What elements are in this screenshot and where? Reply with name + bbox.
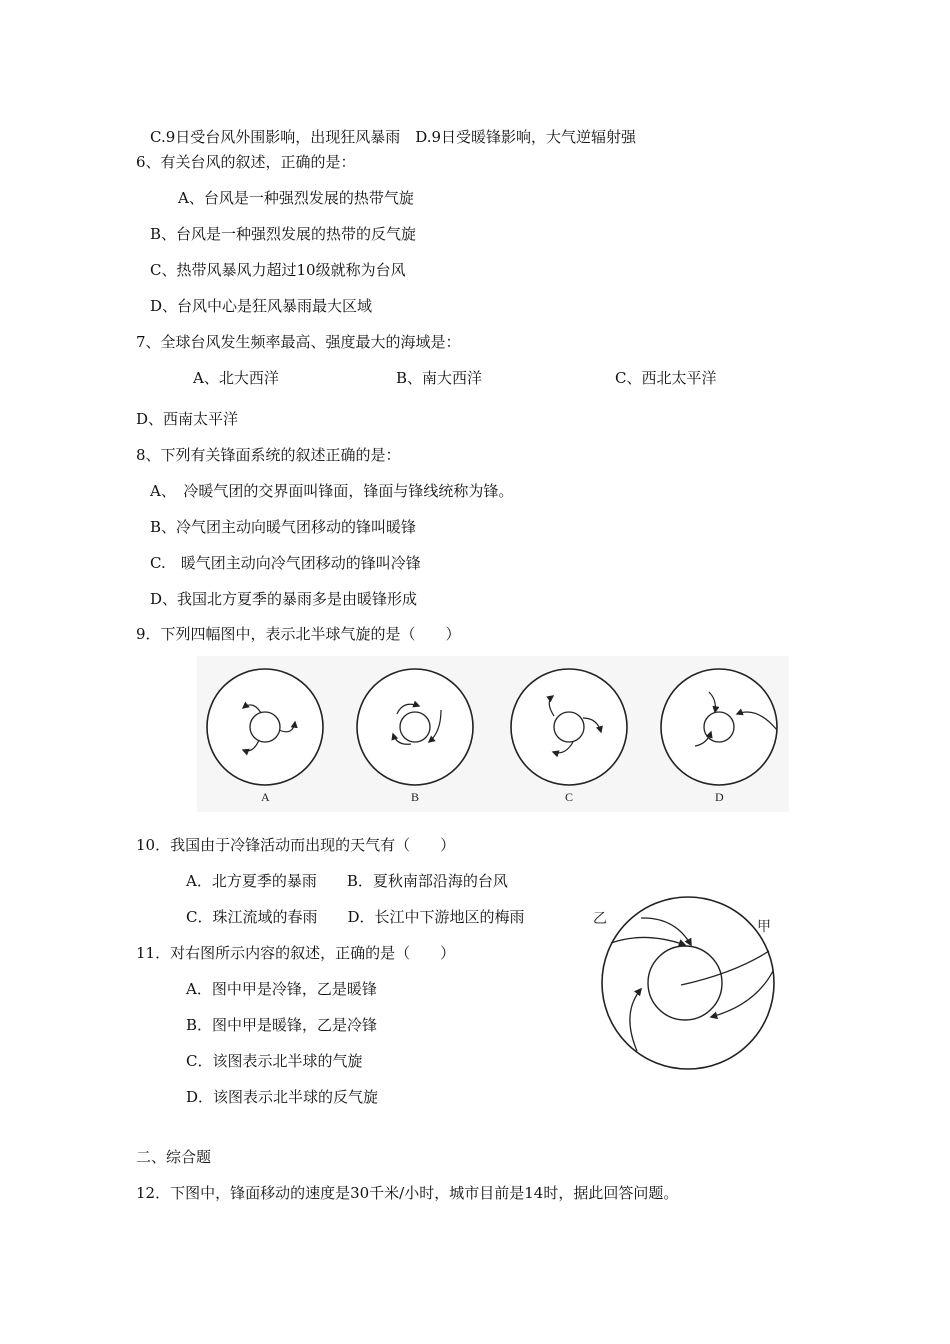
- q9-label-b: B: [411, 790, 420, 804]
- q8-option-c: C. 暖气团主动向冷气团移动的锋叫冷锋: [150, 554, 421, 572]
- q6-option-a: A、台风是一种强烈发展的热带气旋: [178, 189, 414, 207]
- q7-option-a: A、北大西洋: [193, 369, 279, 387]
- q11-option-a: A．图中甲是冷锋，乙是暖锋: [186, 980, 377, 998]
- q9-diagram-d: [661, 669, 777, 785]
- q8-stem: 8、下列有关锋面系统的叙述正确的是：: [136, 446, 401, 464]
- q7-option-d: D、西南太平洋: [136, 410, 239, 428]
- q6-option-d: D、台风中心是狂风暴雨最大区域: [150, 297, 373, 315]
- q9-diagram-b: [357, 669, 473, 785]
- q6-option-b: B、台风是一种强烈发展的热带的反气旋: [150, 225, 417, 243]
- q11-option-b: B．图中甲是暖锋，乙是冷锋: [186, 1016, 378, 1034]
- q11-label-yi: 乙: [593, 911, 607, 927]
- section-2-title: 二、综合题: [136, 1148, 212, 1166]
- q8-option-a: A、 冷暖气团的交界面叫锋面，锋面与锋线统称为锋。: [150, 482, 514, 500]
- q10-options-ab: A．北方夏季的暴雨 B．夏秋南部沿海的台风: [186, 872, 508, 890]
- q10-options-cd: C．珠江流域的春雨 D．长江中下游地区的梅雨: [186, 908, 525, 926]
- q9-label-c: C: [565, 790, 574, 804]
- q11-label-jia: 甲: [757, 919, 771, 935]
- q9-label-a: A: [261, 790, 270, 804]
- q6-option-c: C、热带风暴风力超过10级就称为台风: [150, 261, 406, 279]
- q7-option-b: B、南大西洋: [396, 369, 483, 387]
- q10-stem: 10．我国由于冷锋活动而出现的天气有（ ）: [136, 836, 456, 854]
- q9-stem: 9．下列四幅图中，表示北半球气旋的是（ ）: [136, 625, 461, 643]
- q6-stem: 6、有关台风的叙述，正确的是：: [136, 153, 356, 171]
- q7-stem: 7、全球台风发生频率最高、强度最大的海域是：: [136, 333, 461, 351]
- q8-option-b: B、冷气团主动向暖气团移动的锋叫暖锋: [150, 518, 417, 536]
- q8-option-d: D、我国北方夏季的暴雨多是由暖锋形成: [150, 590, 418, 608]
- q9-figure: [197, 656, 789, 812]
- q7-option-c: C、西北太平洋: [615, 369, 717, 387]
- q11-option-d: D．该图表示北半球的反气旋: [186, 1088, 379, 1106]
- q12-stem: 12．下图中，锋面移动的速度是30千米/小时，城市目前是14时，据此回答问题。: [136, 1184, 679, 1202]
- q9-label-d: D: [715, 790, 724, 804]
- q5-options-cd: C.9日受台风外围影响，出现狂风暴雨 D.9日受暖锋影响，大气逆辐射强: [150, 128, 637, 146]
- q11-figure: [585, 893, 785, 1073]
- q11-option-c: C．该图表示北半球的气旋: [186, 1052, 363, 1070]
- q11-stem: 11．对右图所示内容的叙述，正确的是（ ）: [136, 944, 456, 962]
- q9-diagram-c: [511, 669, 627, 785]
- q9-diagram-a: [207, 669, 323, 785]
